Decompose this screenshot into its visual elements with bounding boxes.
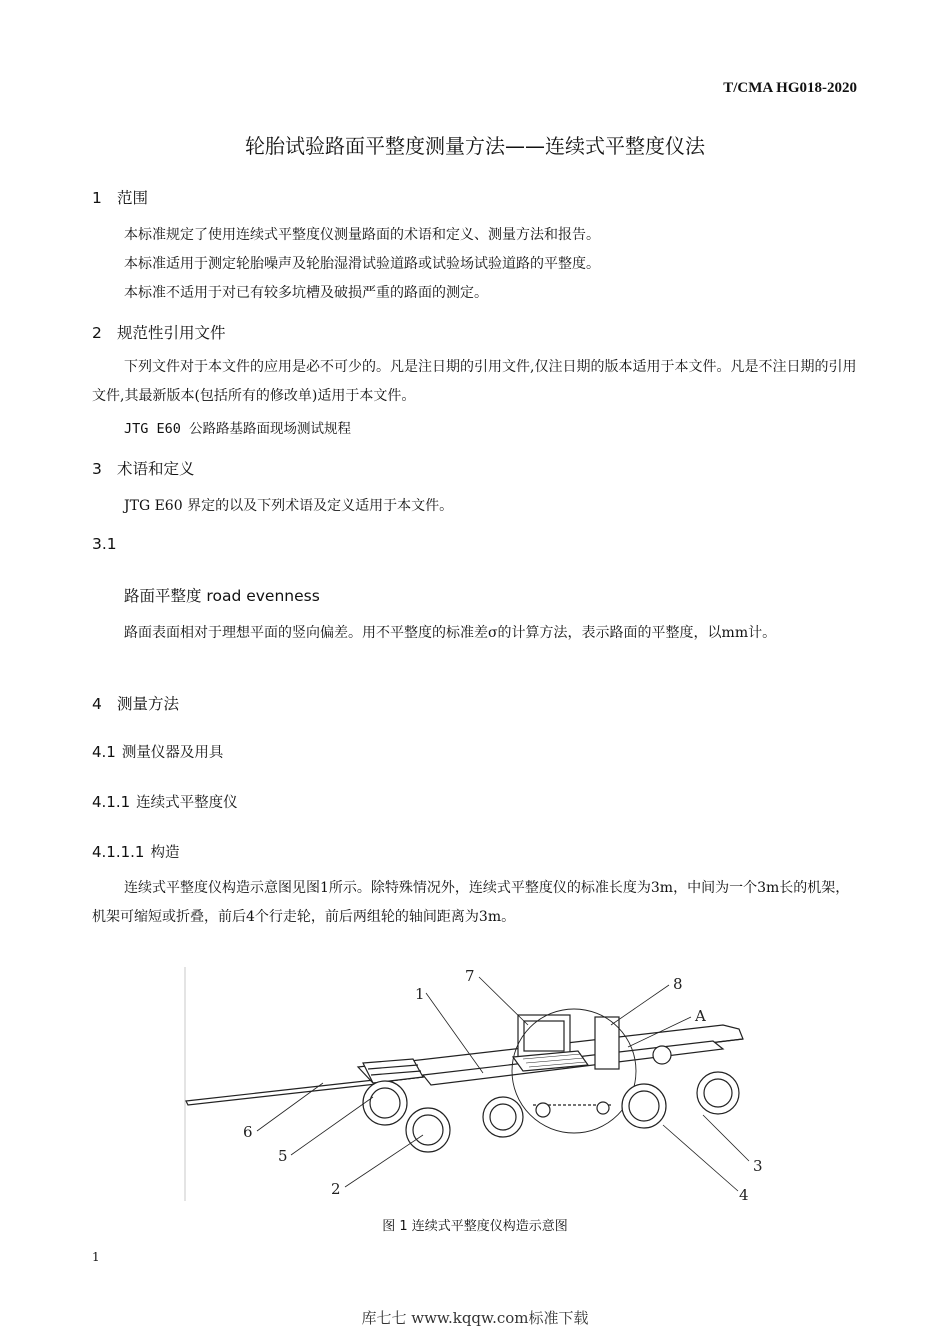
- subsection-title: 构造: [150, 845, 180, 861]
- section-title: 术语和定义: [117, 460, 195, 478]
- figure-label-6: 6: [243, 1123, 253, 1141]
- rear-wheel-top: [653, 1046, 671, 1064]
- measuring-wheel: [597, 1102, 609, 1114]
- wheel-hub: [629, 1091, 659, 1121]
- subsection-number: 4.1.1: [92, 793, 131, 811]
- wheel-hub: [704, 1079, 732, 1107]
- figure-label-A: A: [695, 1007, 706, 1025]
- leader-line-8: [611, 985, 669, 1025]
- measuring-wheel: [536, 1103, 550, 1117]
- figure-label-5: 5: [278, 1147, 288, 1165]
- wheel-hub: [413, 1115, 443, 1145]
- section-number: 2: [92, 324, 102, 342]
- reference-entry: JTG E60 公路路基路面现场测试规程: [124, 421, 352, 437]
- leader-line-2: [345, 1135, 423, 1187]
- section-number: 1: [92, 189, 102, 207]
- evenness-meter-figure: [183, 965, 773, 1205]
- term-definition: 路面表面相对于理想平面的竖向偏差。用不平整度的标准差σ的计算方法，表示路面的平整度，以mm计。: [124, 625, 777, 641]
- section-4-heading: [92, 692, 179, 714]
- section-3-heading: [92, 457, 195, 479]
- paragraph: 本标准适用于测定轮胎噪声及轮胎湿滑试验道路或试验场试验道路的平整度。: [124, 256, 600, 272]
- section-title: 规范性引用文件: [117, 324, 226, 342]
- figure-label-3: 3: [753, 1157, 763, 1175]
- document-code: T/CMA HG018-2020: [723, 80, 857, 96]
- term-title: 路面平整度 road evenness: [124, 587, 320, 605]
- subsection-4-1-1-heading: [92, 791, 238, 812]
- page-title: 轮胎试验路面平整度测量方法——连续式平整度仪法: [245, 134, 705, 158]
- subsection-4-1-1-1-heading: [92, 841, 179, 862]
- paragraph: 连续式平整度仪构造示意图见图1所示。除特殊情况外，连续式平整度仪的标准长度为3m，中间为一个3m长的机架，机架可缩短或折叠，前后4个行走轮，前后两组轮的轴间距离为3m。: [92, 880, 850, 925]
- page-number: 1: [92, 1250, 100, 1264]
- paragraph: 本标准规定了使用连续式平整度仪测量路面的术语和定义、测量方法和报告。: [124, 227, 600, 243]
- subsection-number: 4.1.1.1: [92, 843, 145, 861]
- leader-line-5: [291, 1097, 373, 1155]
- figure-label-1: 1: [415, 985, 425, 1003]
- figure-label-4: 4: [739, 1186, 749, 1204]
- subsection-title: 连续式平整度仪: [136, 795, 238, 811]
- figure-caption: 图 1 连续式平整度仪构造示意图: [382, 1219, 568, 1234]
- figure-label-2: 2: [331, 1180, 341, 1198]
- tow-rod: [186, 1079, 385, 1105]
- figure-label-7: 7: [465, 967, 475, 985]
- wheel-hub: [490, 1104, 516, 1130]
- leader-line-3: [703, 1115, 749, 1161]
- figure-label-8: 8: [673, 975, 683, 993]
- leader-line-4: [663, 1125, 738, 1191]
- paragraph: 本标准不适用于对已有较多坑槽及破损严重的路面的测定。: [124, 285, 488, 301]
- monitor-screen: [524, 1021, 564, 1051]
- section-number: 4: [92, 695, 102, 713]
- section-title: 范围: [117, 189, 149, 207]
- wheel-hub: [370, 1088, 400, 1118]
- subsection-number: 4.1: [92, 743, 116, 761]
- section-1-heading: [92, 186, 148, 208]
- leader-line-7: [479, 977, 528, 1025]
- paragraph: JTG E60 界定的以及下列术语及定义适用于本文件。: [124, 498, 454, 514]
- section-title: 测量方法: [117, 695, 180, 713]
- section-number: 3: [92, 460, 102, 478]
- section-2-heading: [92, 321, 226, 343]
- paragraph: 下列文件对于本文件的应用是必不可少的。凡是注日期的引用文件,仅注日期的版本适用于本文件。凡是不注日期的引用文件,其最新版本(包括所有的修改单)适用于本文件。: [92, 359, 857, 404]
- subsection-4-1-heading: [92, 741, 223, 762]
- subsection-title: 测量仪器及用具: [121, 745, 224, 761]
- term-number: 3.1: [92, 535, 117, 553]
- footer-watermark: 库七七 www.kqqw.com标准下载: [361, 1309, 589, 1327]
